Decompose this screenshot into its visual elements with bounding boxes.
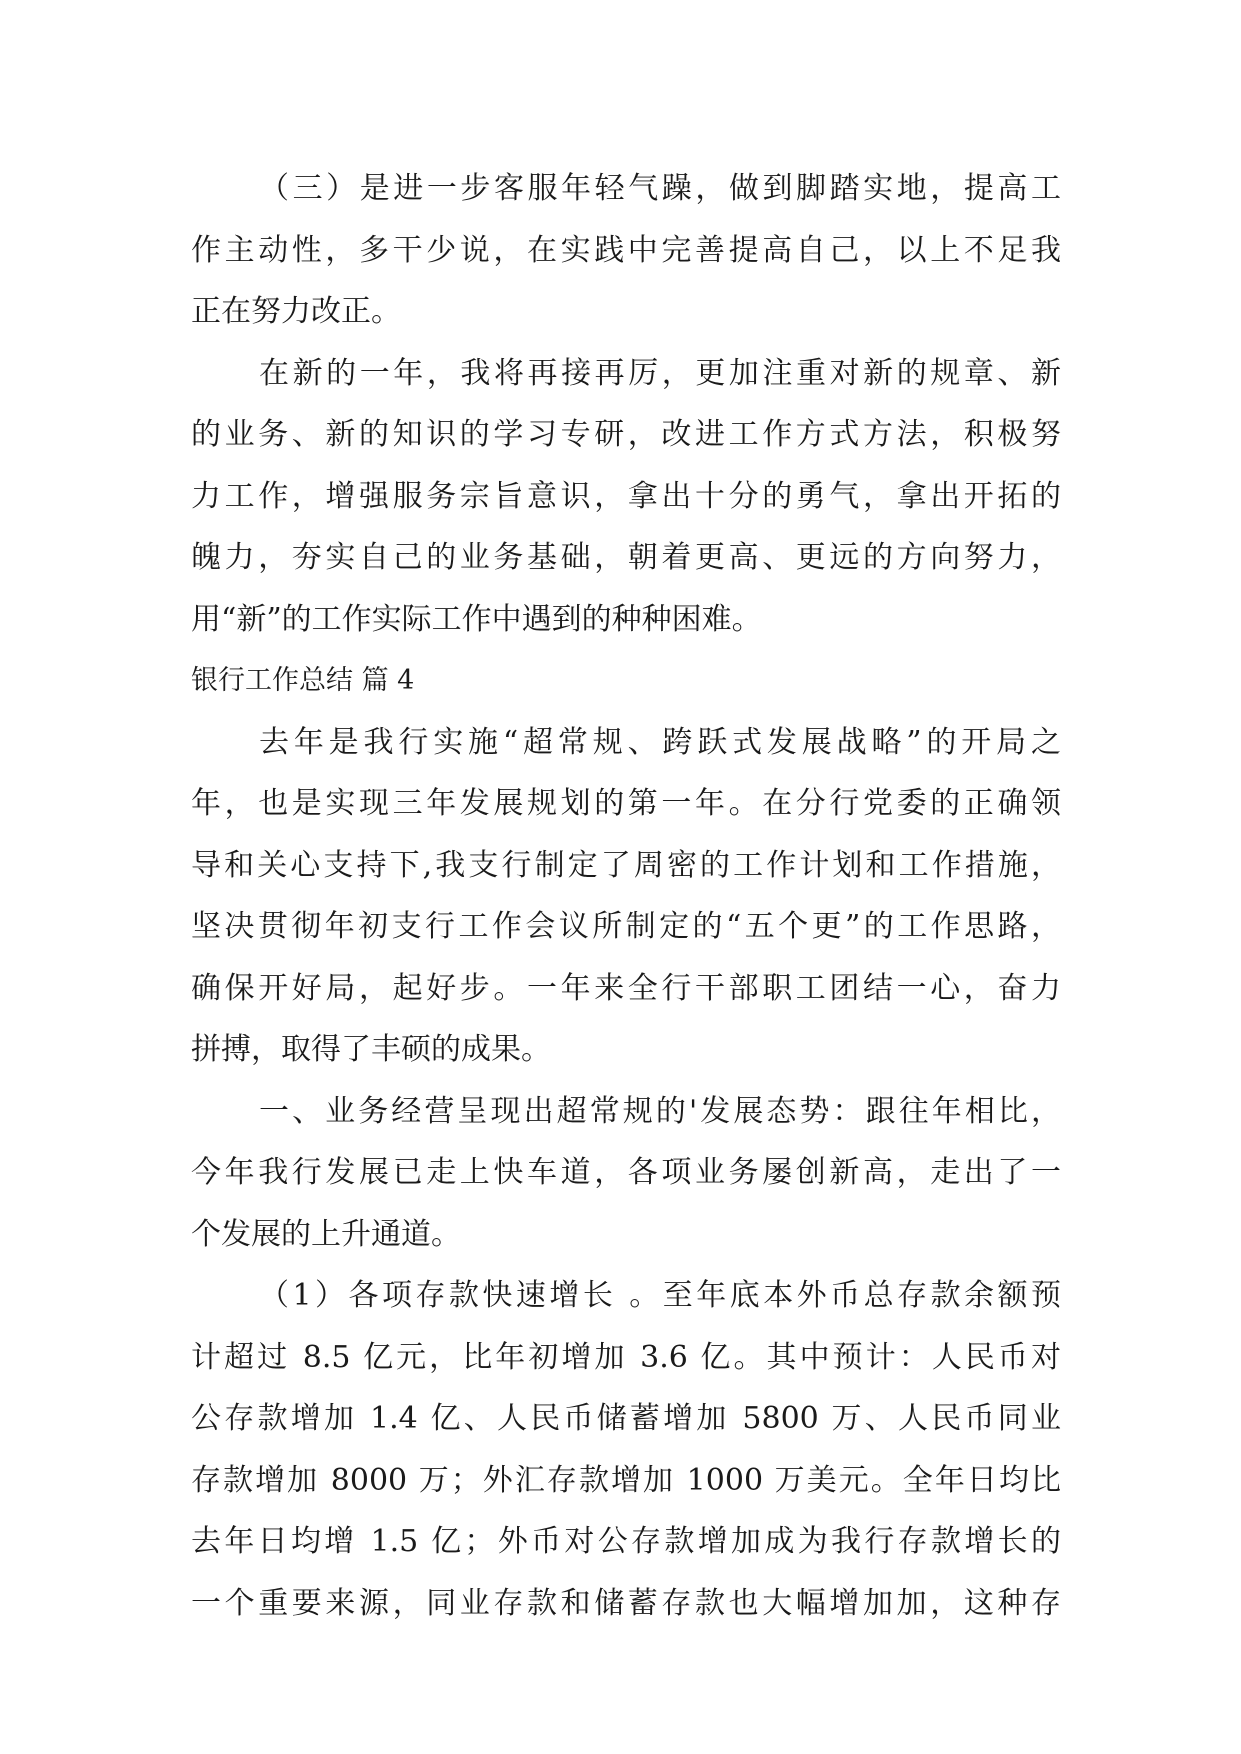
paragraph-line: 一个重要来源，同业存款和储蓄存款也大幅增加加，这种存	[191, 1585, 1061, 1621]
paragraph-line: 今年我行发展已走上快车道，各项业务屡创新高，走出了一	[191, 1155, 1061, 1190]
paragraph-line: 的业务、新的知识的学习专研，改进工作方式方法，积极努	[191, 417, 1061, 452]
paragraph-line: 存款增加 8000 万；外汇存款增加 1000 万美元。全年日均比	[191, 1462, 1061, 1498]
section-heading: 银行工作总结 篇 4	[191, 665, 415, 696]
paragraph-line: 个发展的上升通道。	[191, 1216, 461, 1252]
paragraph-line: （三）是进一步客服年轻气躁，做到脚踏实地，提高工	[259, 171, 1061, 206]
paragraph-line: 坚决贯彻年初支行工作会议所制定的“五个更”的工作思路，	[191, 909, 1061, 944]
paragraph-line: 去年是我行实施“超常规、跨跃式发展战略”的开局之	[259, 724, 1061, 760]
paragraph-line: 正在努力改正。	[191, 294, 401, 329]
paragraph-line: 年，也是实现三年发展规划的第一年。在分行党委的正确领	[191, 786, 1061, 821]
paragraph-line: 在新的一年，我将再接再厉，更加注重对新的规章、新	[259, 355, 1061, 391]
paragraph-line: 力工作，增强服务宗旨意识，拿出十分的勇气，拿出开拓的	[191, 478, 1061, 514]
paragraph-line: 去年日均增 1.5 亿；外币对公存款增加成为我行存款增长的	[191, 1524, 1061, 1559]
paragraph-line: 拼搏，取得了丰硕的成果。	[191, 1032, 551, 1067]
paragraph-line: 导和关心支持下,我支行制定了周密的工作计划和工作措施，	[191, 847, 1061, 883]
paragraph-line: 公存款增加 1.4 亿、人民币储蓄增加 5800 万、人民币同业	[191, 1401, 1061, 1436]
paragraph-line: 作主动性，多干少说，在实践中完善提高自己，以上不足我	[191, 232, 1061, 268]
paragraph-line: 魄力，夯实自己的业务基础，朝着更高、更远的方向努力，	[191, 540, 1061, 575]
document-body	[191, 158, 1061, 1634]
paragraph-line: 用“新”的工作实际工作中遇到的种种困难。	[191, 601, 762, 637]
paragraph-line: 一、业务经营呈现出超常规的'发展态势：跟往年相比，	[259, 1093, 1061, 1129]
paragraph-line: （1）各项存款快速增长 。至年底本外币总存款余额预	[259, 1278, 1061, 1313]
paragraph-line: 确保开好局，起好步。一年来全行干部职工团结一心，奋力	[191, 970, 1061, 1006]
paragraph-line: 计超过 8.5 亿元，比年初增加 3.6 亿。其中预计：人民币对	[191, 1339, 1061, 1375]
